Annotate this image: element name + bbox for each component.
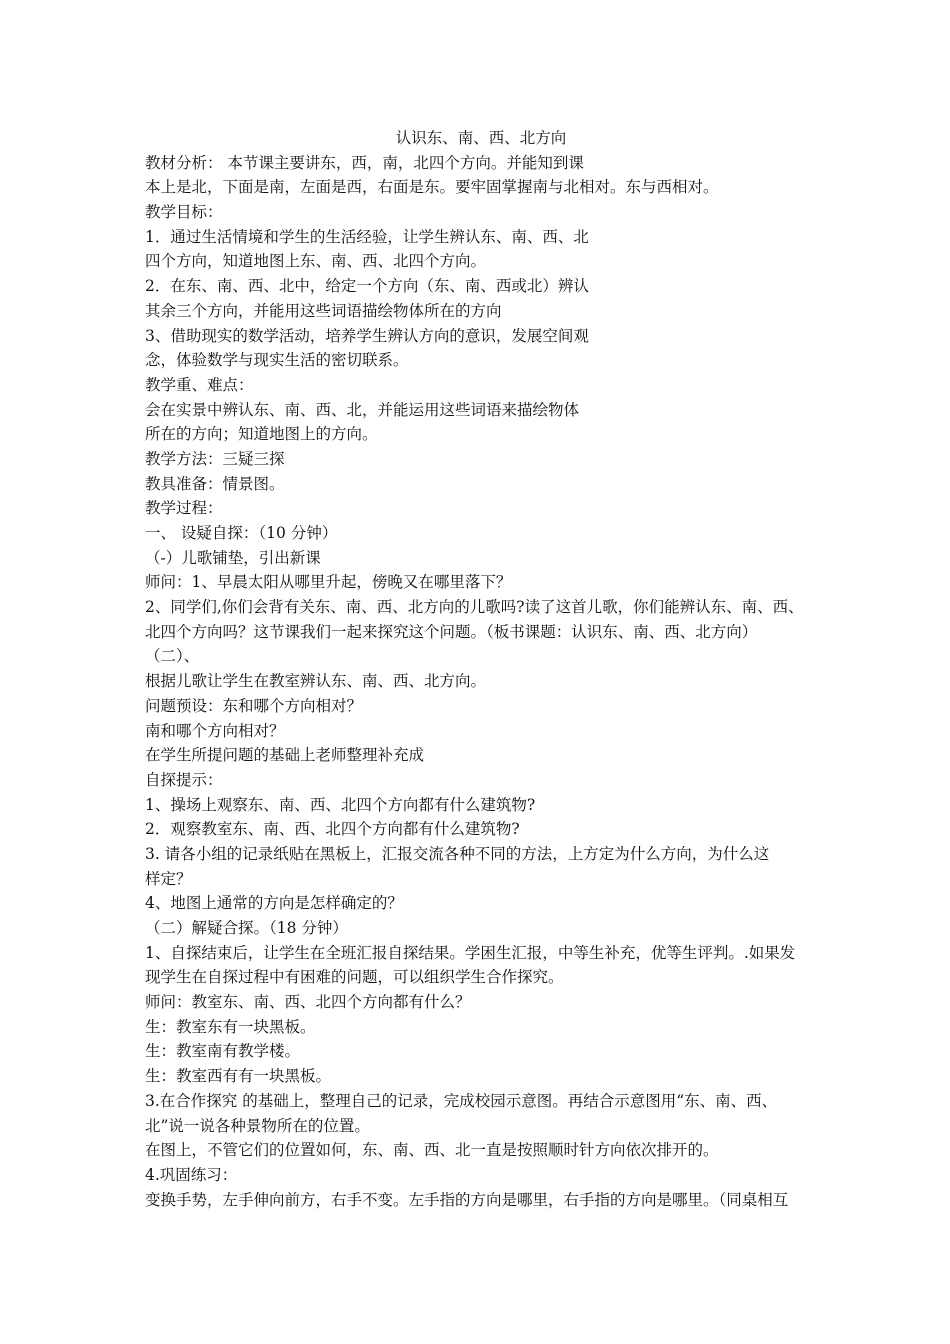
body-line: 1、自探结束后，让学生在全班汇报自探结果。学困生汇报，中等生补充，优等生评判。.如果发 [145, 943, 796, 962]
body-line: 变换手势，左手伸向前方，右手不变。左手指的方向是哪里，右手指的方向是哪里。（同桌相互 [145, 1190, 789, 1209]
body-line: （-）儿歌铺垫，引出新课 [145, 548, 321, 567]
body-line: 师问：1、早晨太阳从哪里升起，傍晚又在哪里落下？ [145, 573, 512, 592]
body-line: 在学生所提问题的基础上老师整理补充成 [145, 746, 425, 765]
body-line: 4、地图上通常的方向是怎样确定的？ [145, 894, 403, 913]
body-line: 样定？ [145, 869, 192, 888]
body-line: 1．通过生活情境和学生的生活经验，让学生辨认东、南、西、北 [145, 227, 589, 246]
document-body [145, 151, 817, 1213]
document-title: 认识东、南、西、北方向 [395, 129, 567, 147]
body-line: 1、操场上观察东、南、西、北四个方向都有什么建筑物? [145, 795, 536, 814]
body-line: 教材分析： 本节课主要讲东，西，南，北四个方向。并能知到课 [145, 153, 584, 172]
document-page [145, 126, 817, 1212]
body-line: 2．在东、南、西、北中，给定一个方向（东、南、西或北）辨认 [145, 277, 589, 296]
body-line: 3、借助现实的数学活动，培养学生辨认方向的意识，发展空间观 [145, 326, 589, 345]
body-line: 会在实景中辨认东、南、西、北，并能运用这些词语来描绘物体 [145, 400, 580, 419]
body-line: 本上是北，下面是南，左面是西，右面是东。要牢固掌握南与北相对。东与西相对。 [145, 178, 719, 197]
body-line: 四个方向，知道地图上东、南、西、北四个方向。 [145, 252, 487, 271]
body-line: 教学过程： [145, 499, 223, 518]
body-line: 根据儿歌让学生在教室辨认东、南、西、北方向。 [145, 672, 487, 691]
body-line: 教学目标： [145, 203, 223, 222]
body-line: 生：教室东有一块黑板。 [145, 1017, 316, 1036]
body-line: 一、 设疑自探：（10 分钟） [145, 524, 338, 542]
body-line: 3. 请各小组的记录纸贴在黑板上，汇报交流各种不同的方法，上方定为什么方向，为什么这 [145, 844, 770, 863]
body-line: 师问：教室东、南、西、北四个方向都有什么？ [145, 993, 471, 1012]
body-line: 教学重、难点： [145, 375, 254, 394]
body-line: 3.在合作探究 的基础上，整理自己的记录，完成校园示意图。再结合示意图用“东、南、西、 [145, 1091, 778, 1110]
body-line: 所在的方向；知道地图上的方向。 [145, 425, 378, 444]
body-line: 念，体验数学与现实生活的密切联系。 [145, 351, 409, 370]
body-line: 2．观察教室东、南、西、北四个方向都有什么建筑物? [145, 820, 520, 839]
body-line: 2、同学们,你们会背有关东、南、西、北方向的儿歌吗?读了这首儿歌，你们能辨认东、南、西、 [145, 598, 804, 617]
body-line: 教学方法：三疑三探 [145, 449, 285, 468]
body-line: 南和哪个方向相对？ [145, 721, 285, 740]
body-line: 教具准备：情景图。 [145, 474, 285, 493]
body-line: 现学生在自探过程中有困难的问题，可以组织学生合作探究。 [145, 968, 564, 987]
body-line: 自探提示： [145, 770, 223, 789]
body-line: （二）解疑合探。（18 分钟） [145, 919, 348, 937]
body-line: 其余三个方向，并能用这些词语描绘物体所在的方向 [145, 301, 502, 320]
body-line: 生：教室南有教学楼。 [145, 1042, 301, 1061]
body-line: 北四个方向吗？这节课我们一起来探究这个问题。（板书课题：认识东、南、西、北方向） [145, 622, 758, 641]
body-line: 问题预设：东和哪个方向相对？ [145, 696, 363, 715]
body-line: 在图上，不管它们的位置如何，东、南、西、北一直是按照顺时针方向依次排开的。 [145, 1141, 719, 1160]
body-line: 生：教室西有有一块黑板。 [145, 1067, 332, 1086]
body-line: 北”说一说各种景物所在的位置。 [145, 1116, 370, 1135]
body-line: 4.巩固练习： [145, 1165, 238, 1184]
body-line: （二）、 [145, 647, 200, 666]
